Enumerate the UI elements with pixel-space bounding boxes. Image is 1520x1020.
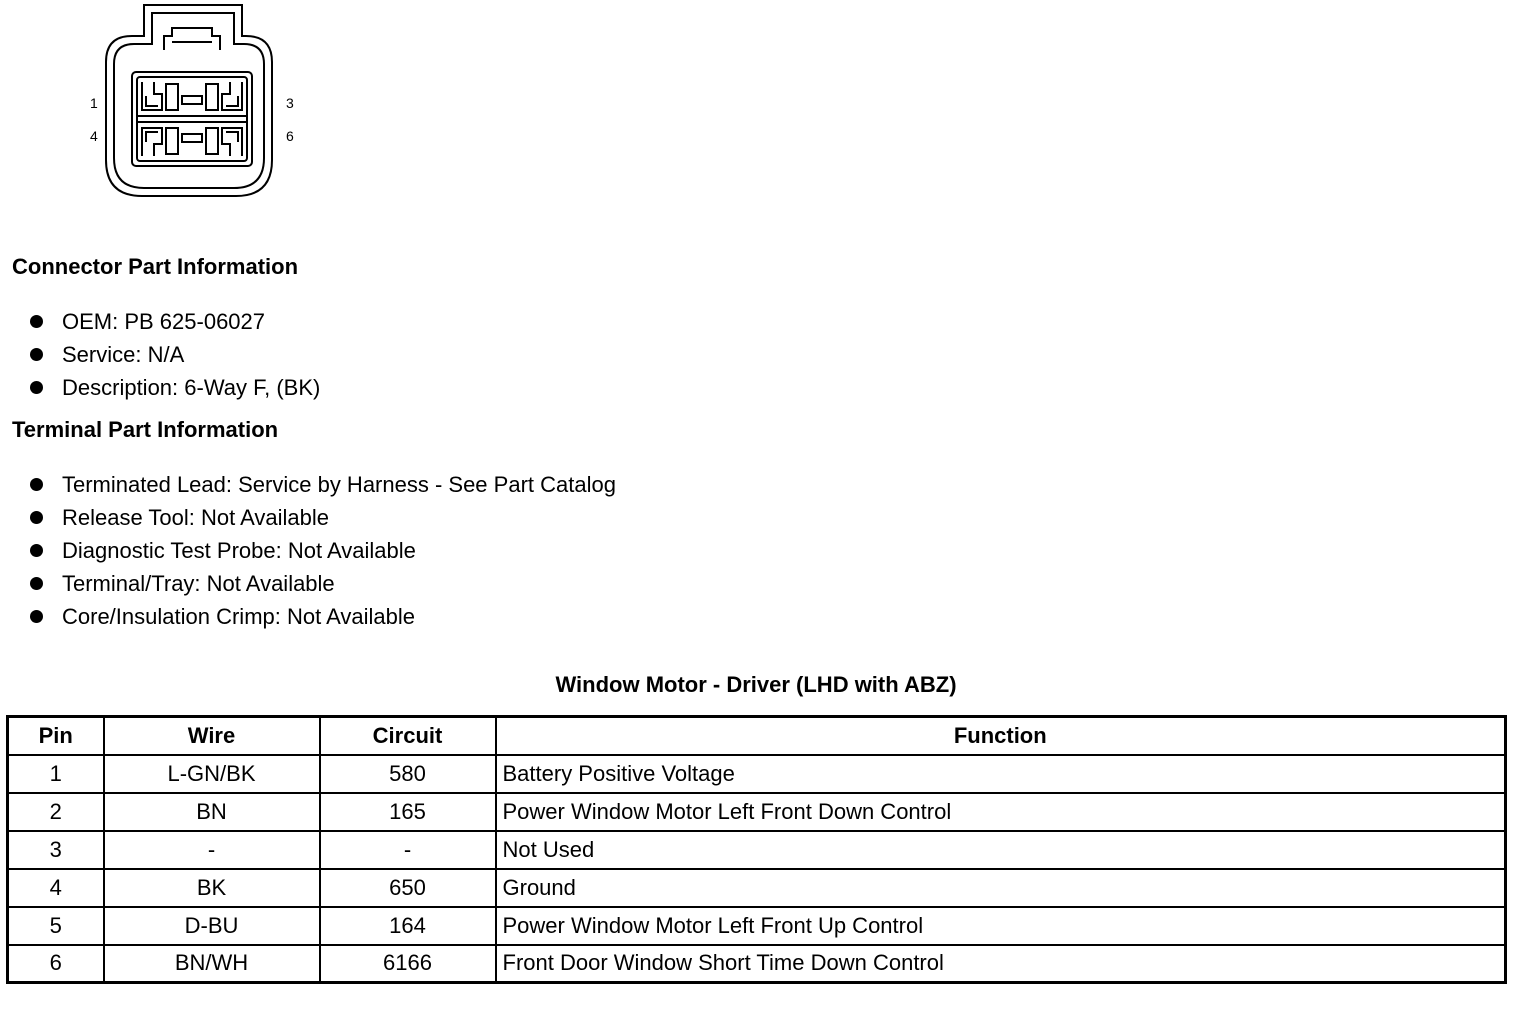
terminal-part-heading: Terminal Part Information	[12, 417, 279, 442]
bullet-icon	[30, 381, 43, 394]
bullet-icon	[30, 544, 43, 557]
table-row	[8, 907, 1506, 945]
table-row	[8, 755, 1506, 793]
cell-wire: BN	[104, 793, 320, 831]
connector-diagram	[84, 0, 306, 200]
table-row	[8, 831, 1506, 869]
cell-pin: 1	[8, 755, 104, 793]
cell-function: Battery Positive Voltage	[496, 755, 1506, 793]
cell-circuit: 164	[320, 907, 496, 945]
cell-wire: L-GN/BK	[104, 755, 320, 793]
list-item: Release Tool: Not Available	[28, 501, 616, 534]
cell-function: Not Used	[496, 831, 1506, 869]
bullet-icon	[30, 315, 43, 328]
bullet-icon	[30, 348, 43, 361]
pin-label-1: 1	[90, 95, 98, 111]
cell-circuit: 650	[320, 869, 496, 907]
list-item: Core/Insulation Crimp: Not Available	[28, 600, 616, 633]
cell-function: Ground	[496, 869, 1506, 907]
cell-pin: 5	[8, 907, 104, 945]
pin-label-6: 6	[286, 128, 294, 144]
pin-label-4: 4	[90, 128, 98, 144]
list-item: Terminal/Tray: Not Available	[28, 567, 616, 600]
list-item: Terminated Lead: Service by Harness - See Part Catalog	[28, 468, 616, 501]
cell-pin: 4	[8, 869, 104, 907]
table-row	[8, 793, 1506, 831]
list-item: Service: N/A	[28, 338, 320, 371]
connector-face-icon	[84, 0, 306, 200]
bullet-icon	[30, 577, 43, 590]
pinout-table	[6, 715, 1507, 984]
bullet-icon	[30, 478, 43, 491]
cell-pin: 6	[8, 945, 104, 983]
cell-function: Front Door Window Short Time Down Control	[496, 945, 1506, 983]
cell-circuit: 580	[320, 755, 496, 793]
header-circuit: Circuit	[320, 717, 496, 755]
terminal-part-list	[28, 468, 616, 633]
table-header-row	[8, 717, 1506, 755]
connector-part-heading: Connector Part Information	[12, 254, 299, 279]
header-pin: Pin	[8, 717, 104, 755]
connector-part-list	[28, 305, 320, 404]
cell-wire: D-BU	[104, 907, 320, 945]
cell-pin: 3	[8, 831, 104, 869]
cell-wire: BN/WH	[104, 945, 320, 983]
list-item: Description: 6-Way F, (BK)	[28, 371, 320, 404]
table-title: Window Motor - Driver (LHD with ABZ)	[555, 672, 957, 697]
table-row	[8, 869, 1506, 907]
bullet-icon	[30, 610, 43, 623]
cell-circuit: -	[320, 831, 496, 869]
cell-pin: 2	[8, 793, 104, 831]
cell-function: Power Window Motor Left Front Up Control	[496, 907, 1506, 945]
header-wire: Wire	[104, 717, 320, 755]
bullet-icon	[30, 511, 43, 524]
cell-function: Power Window Motor Left Front Down Control	[496, 793, 1506, 831]
pin-label-3: 3	[286, 95, 294, 111]
cell-circuit: 165	[320, 793, 496, 831]
cell-circuit: 6166	[320, 945, 496, 983]
table-row	[8, 945, 1506, 983]
cell-wire: -	[104, 831, 320, 869]
cell-wire: BK	[104, 869, 320, 907]
list-item: Diagnostic Test Probe: Not Available	[28, 534, 616, 567]
header-function: Function	[496, 717, 1506, 755]
list-item: OEM: PB 625-06027	[28, 305, 320, 338]
